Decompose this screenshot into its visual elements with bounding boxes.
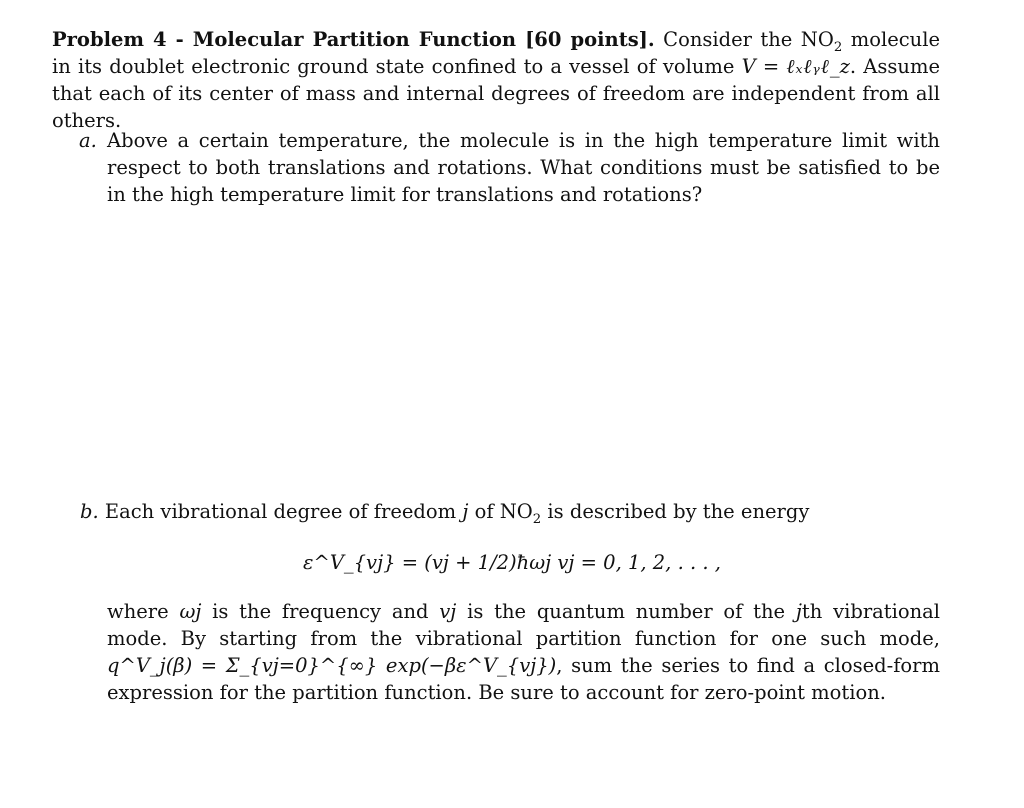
omega-j: ωj [179,600,202,623]
part-b-label: b. [80,500,99,523]
part-a [79,127,940,208]
intro-subscript: 2 [833,39,843,55]
problem-title: Problem 4 - Molecular Partition Function [60 points]. [52,28,655,51]
part-b-lead-3: is described by the energy [541,500,810,523]
part-b-body [107,598,940,706]
part-b-body-3: is the quantum number of the [456,600,796,623]
jth: j [795,600,802,623]
part-a-label: a. [79,129,97,152]
volume-expression: V = ℓₓℓᵧℓ_z [741,55,850,78]
part-b-lead [80,498,940,525]
v-j: vj [439,600,457,623]
intro-text-2: molecule in its doublet electronic ground state confined to a vessel of volume [52,28,940,78]
part-b-lead-subscript: 2 [532,511,542,527]
intro-text-1: Consider the NO [663,28,834,51]
part-b-lead-1: Each vibrational degree of freedom [104,500,463,523]
part-b-body-1: where [107,600,180,623]
part-b-lead-2: of NO [468,500,533,523]
part-b-body-4: th vibrational mode. By starting from the vibrational partition function for one such mode, [107,600,941,650]
part-b-lead-var: j [462,500,469,523]
intro-text-3: . Assume that each of its center of mass and internal degrees of freedom are independent from all others. [52,55,940,132]
energy-equation-text: ε^V_{vj} = (vj + 1/2)ħωj vj = 0, 1, 2, . . . , [303,551,721,574]
energy-equation [0,549,1024,576]
problem-intro [52,26,940,134]
part-b-body-2: is the frequency and [201,600,440,623]
part-a-text: Above a certain temperature, the molecule is in the high temperature limit with respect to both translations and rotations. What conditions must be satisfied to be in the high temperature limit for translations and rotations? [107,129,940,206]
partition-function-expression: q^V_j(β) = Σ_{vj=0}^{∞} exp(−βε^V_{vj}) [107,654,557,677]
part-b-body-5: , sum the series to find a closed-form expression for the partition function. Be sure to account for zero-point motion. [107,654,940,704]
